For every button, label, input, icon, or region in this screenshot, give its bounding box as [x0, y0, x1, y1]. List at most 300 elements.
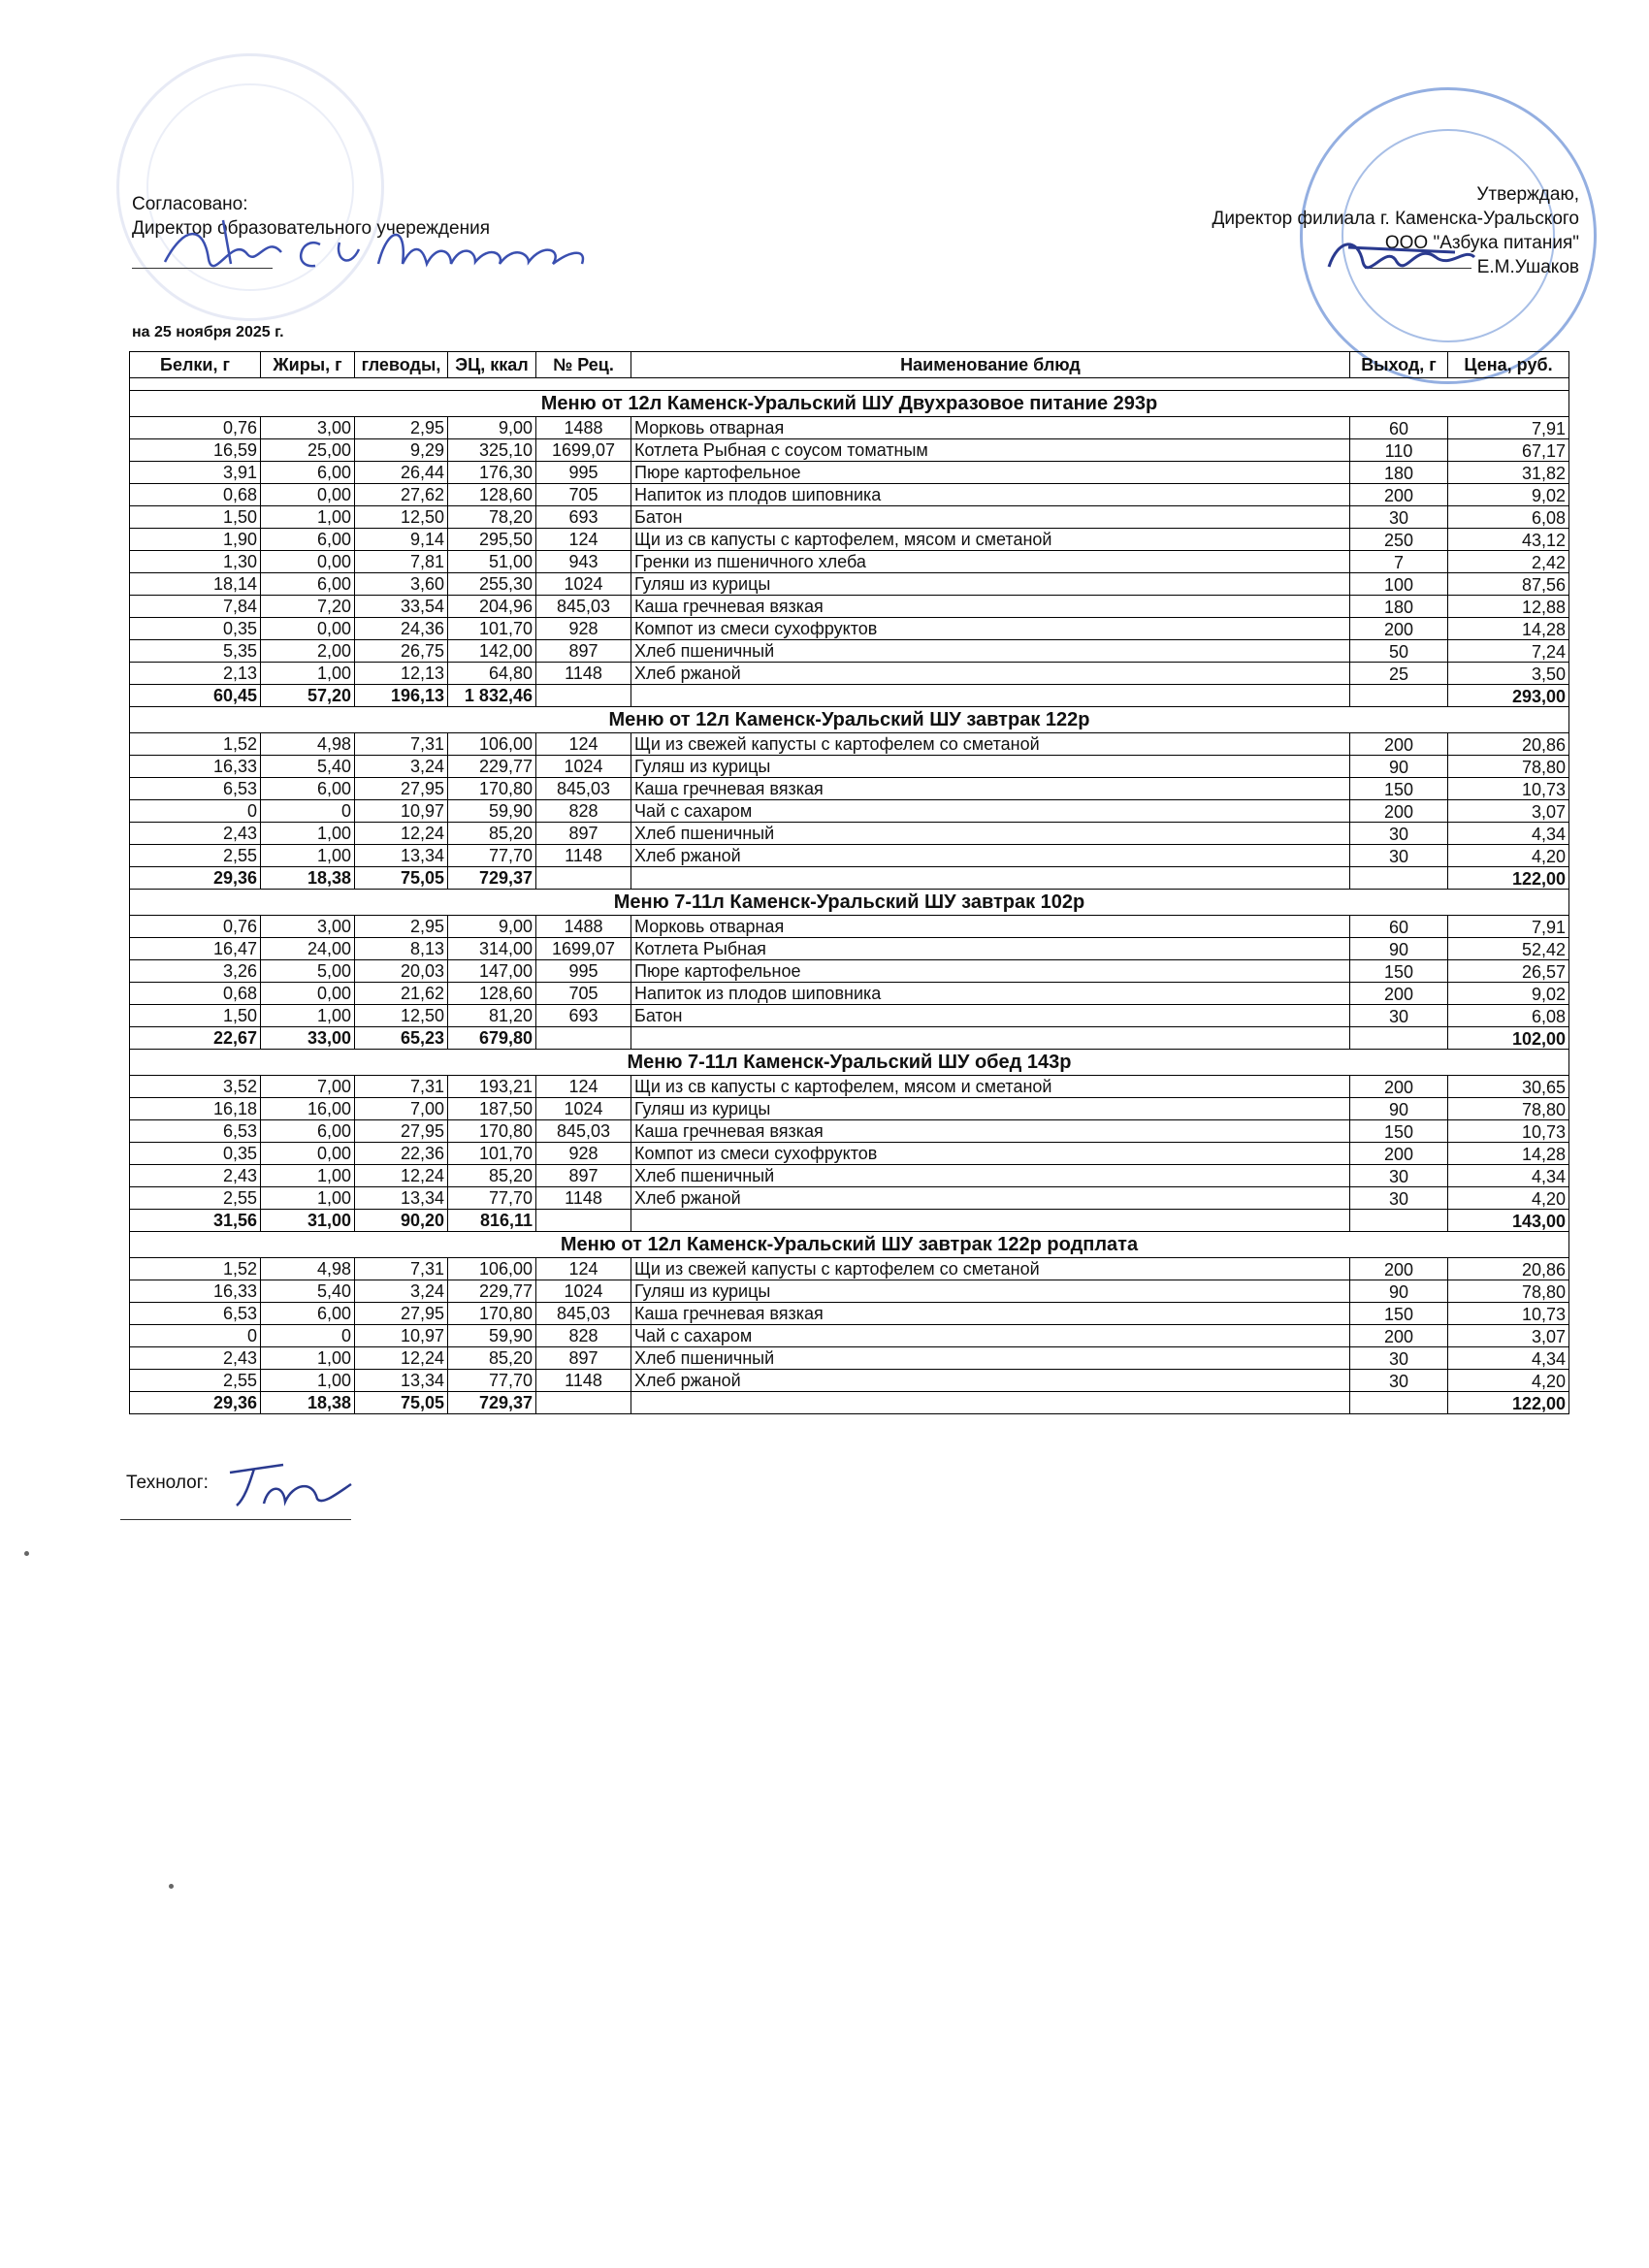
recipe-cell: 693 [536, 1005, 631, 1027]
price-cell: 7,91 [1448, 916, 1569, 938]
approve-label: Утверждаю, [1476, 184, 1579, 205]
school-director-label: Директор образовательного учереждения [132, 218, 490, 239]
price-cell: 3,50 [1448, 663, 1569, 685]
fat-cell: 1,00 [261, 823, 355, 845]
col-energy: ЭЦ, ккал [448, 352, 536, 378]
dish-name-cell: Морковь отварная [631, 417, 1350, 439]
table-row [130, 800, 1569, 823]
output-cell: 200 [1350, 618, 1448, 640]
output-cell: 90 [1350, 756, 1448, 778]
energy-cell: 85,20 [448, 1165, 536, 1187]
price-cell: 87,56 [1448, 573, 1569, 596]
recipe-cell: 897 [536, 1347, 631, 1370]
recipe-cell: 1024 [536, 1280, 631, 1303]
price-cell: 2,42 [1448, 551, 1569, 573]
total-carbs: 75,05 [355, 867, 448, 890]
dish-name-cell: Компот из смеси сухофруктов [631, 618, 1350, 640]
protein-cell: 2,13 [130, 663, 261, 685]
fat-cell: 6,00 [261, 778, 355, 800]
energy-cell: 9,00 [448, 417, 536, 439]
fat-cell: 7,00 [261, 1076, 355, 1098]
energy-cell: 170,80 [448, 1120, 536, 1143]
total-carbs: 75,05 [355, 1392, 448, 1414]
output-cell: 150 [1350, 960, 1448, 983]
price-cell: 14,28 [1448, 618, 1569, 640]
protein-cell: 18,14 [130, 573, 261, 596]
protein-cell: 1,50 [130, 506, 261, 529]
empty-cell [536, 867, 631, 890]
empty-cell [631, 1027, 1350, 1050]
recipe-cell: 1148 [536, 1370, 631, 1392]
empty-cell [1350, 867, 1448, 890]
spacer-row [130, 378, 1569, 391]
fat-cell: 0 [261, 1325, 355, 1347]
recipe-cell: 845,03 [536, 596, 631, 618]
protein-cell: 1,90 [130, 529, 261, 551]
dish-name-cell: Каша гречневая вязкая [631, 596, 1350, 618]
output-cell: 90 [1350, 1098, 1448, 1120]
fat-cell: 3,00 [261, 916, 355, 938]
table-row [130, 983, 1569, 1005]
total-row [130, 867, 1569, 890]
section-title-row [130, 890, 1569, 916]
output-cell: 100 [1350, 573, 1448, 596]
recipe-cell: 705 [536, 484, 631, 506]
table-row [130, 439, 1569, 462]
protein-cell: 0,68 [130, 484, 261, 506]
fat-cell: 6,00 [261, 573, 355, 596]
protein-cell: 3,91 [130, 462, 261, 484]
carbs-cell: 9,29 [355, 439, 448, 462]
dish-name-cell: Напиток из плодов шиповника [631, 484, 1350, 506]
total-carbs: 65,23 [355, 1027, 448, 1050]
output-cell: 200 [1350, 800, 1448, 823]
fat-cell: 25,00 [261, 439, 355, 462]
total-protein: 29,36 [130, 1392, 261, 1414]
technologist-signature [225, 1455, 361, 1513]
dish-name-cell: Чай с сахаром [631, 800, 1350, 823]
recipe-cell: 845,03 [536, 1120, 631, 1143]
table-row [130, 484, 1569, 506]
total-price: 293,00 [1448, 685, 1569, 707]
output-cell: 150 [1350, 1303, 1448, 1325]
recipe-cell: 1488 [536, 417, 631, 439]
protein-cell: 0 [130, 800, 261, 823]
table-row [130, 640, 1569, 663]
price-cell: 26,57 [1448, 960, 1569, 983]
dish-name-cell: Гуляш из курицы [631, 1098, 1350, 1120]
school-director-signature [155, 206, 621, 293]
energy-cell: 81,20 [448, 1005, 536, 1027]
recipe-cell: 124 [536, 733, 631, 756]
total-fat: 31,00 [261, 1210, 355, 1232]
signature-line [120, 1519, 351, 1520]
dish-name-cell: Щи из свежей капусты с картофелем со сметаной [631, 1258, 1350, 1280]
carbs-cell: 3,60 [355, 573, 448, 596]
col-carbs: глеводы, [355, 352, 448, 378]
price-cell: 78,80 [1448, 756, 1569, 778]
recipe-cell: 705 [536, 983, 631, 1005]
carbs-cell: 3,24 [355, 756, 448, 778]
carbs-cell: 27,62 [355, 484, 448, 506]
carbs-cell: 7,31 [355, 733, 448, 756]
protein-cell: 2,55 [130, 1187, 261, 1210]
fat-cell: 1,00 [261, 663, 355, 685]
table-row [130, 1347, 1569, 1370]
output-cell: 7 [1350, 551, 1448, 573]
price-cell: 12,88 [1448, 596, 1569, 618]
carbs-cell: 26,75 [355, 640, 448, 663]
carbs-cell: 12,24 [355, 1165, 448, 1187]
output-cell: 200 [1350, 733, 1448, 756]
dish-name-cell: Гуляш из курицы [631, 756, 1350, 778]
carbs-cell: 2,95 [355, 916, 448, 938]
dish-name-cell: Чай с сахаром [631, 1325, 1350, 1347]
dish-name-cell: Пюре картофельное [631, 960, 1350, 983]
price-cell: 20,86 [1448, 1258, 1569, 1280]
col-output: Выход, г [1350, 352, 1448, 378]
price-cell: 9,02 [1448, 983, 1569, 1005]
carbs-cell: 21,62 [355, 983, 448, 1005]
table-row [130, 1120, 1569, 1143]
section-title-row [130, 1050, 1569, 1076]
table-row [130, 618, 1569, 640]
table-row [130, 733, 1569, 756]
energy-cell: 77,70 [448, 1187, 536, 1210]
output-cell: 60 [1350, 916, 1448, 938]
protein-cell: 0,76 [130, 916, 261, 938]
price-cell: 52,42 [1448, 938, 1569, 960]
fat-cell: 1,00 [261, 1165, 355, 1187]
carbs-cell: 12,24 [355, 1347, 448, 1370]
output-cell: 30 [1350, 1165, 1448, 1187]
fat-cell: 1,00 [261, 845, 355, 867]
output-cell: 110 [1350, 439, 1448, 462]
price-cell: 4,34 [1448, 823, 1569, 845]
energy-cell: 77,70 [448, 1370, 536, 1392]
output-cell: 90 [1350, 1280, 1448, 1303]
energy-cell: 193,21 [448, 1076, 536, 1098]
col-price: Цена, руб. [1448, 352, 1569, 378]
energy-cell: 314,00 [448, 938, 536, 960]
output-cell: 90 [1350, 938, 1448, 960]
recipe-cell: 995 [536, 462, 631, 484]
protein-cell: 16,18 [130, 1098, 261, 1120]
recipe-cell: 928 [536, 1143, 631, 1165]
empty-cell [536, 1210, 631, 1232]
dish-name-cell: Котлета Рыбная с соусом томатным [631, 439, 1350, 462]
protein-cell: 0,35 [130, 1143, 261, 1165]
dish-name-cell: Каша гречневая вязкая [631, 1303, 1350, 1325]
recipe-cell: 1024 [536, 573, 631, 596]
carbs-cell: 8,13 [355, 938, 448, 960]
fat-cell: 1,00 [261, 1005, 355, 1027]
empty-cell [631, 685, 1350, 707]
protein-cell: 6,53 [130, 1120, 261, 1143]
total-row [130, 1392, 1569, 1414]
recipe-cell: 124 [536, 529, 631, 551]
empty-cell [536, 1027, 631, 1050]
recipe-cell: 1699,07 [536, 439, 631, 462]
fat-cell: 0,00 [261, 551, 355, 573]
price-cell: 4,34 [1448, 1347, 1569, 1370]
table-row [130, 529, 1569, 551]
section-title: Меню 7-11л Каменск-Уральский ШУ обед 143р [130, 1050, 1569, 1076]
output-cell: 30 [1350, 845, 1448, 867]
energy-cell: 85,20 [448, 823, 536, 845]
dish-name-cell: Щи из свежей капусты с картофелем со сметаной [631, 733, 1350, 756]
fat-cell: 1,00 [261, 1347, 355, 1370]
total-protein: 29,36 [130, 867, 261, 890]
energy-cell: 295,50 [448, 529, 536, 551]
price-cell: 14,28 [1448, 1143, 1569, 1165]
section-title: Меню от 12л Каменск-Уральский ШУ завтрак 122р [130, 707, 1569, 733]
recipe-cell: 1699,07 [536, 938, 631, 960]
price-cell: 4,20 [1448, 1370, 1569, 1392]
recipe-cell: 943 [536, 551, 631, 573]
price-cell: 30,65 [1448, 1076, 1569, 1098]
fat-cell: 6,00 [261, 1303, 355, 1325]
price-cell: 3,07 [1448, 1325, 1569, 1347]
energy-cell: 128,60 [448, 983, 536, 1005]
dish-name-cell: Хлеб ржаной [631, 1370, 1350, 1392]
total-energy: 729,37 [448, 1392, 536, 1414]
agreed-label: Согласовано: [132, 194, 248, 214]
table-row [130, 573, 1569, 596]
table-row [130, 823, 1569, 845]
energy-cell: 170,80 [448, 778, 536, 800]
recipe-cell: 897 [536, 823, 631, 845]
recipe-cell: 845,03 [536, 778, 631, 800]
fat-cell: 0,00 [261, 1143, 355, 1165]
price-cell: 20,86 [1448, 733, 1569, 756]
protein-cell: 2,55 [130, 845, 261, 867]
fat-cell: 4,98 [261, 1258, 355, 1280]
dish-name-cell: Батон [631, 506, 1350, 529]
total-fat: 33,00 [261, 1027, 355, 1050]
recipe-cell: 1488 [536, 916, 631, 938]
table-row [130, 1187, 1569, 1210]
output-cell: 25 [1350, 663, 1448, 685]
table-row [130, 756, 1569, 778]
fat-cell: 1,00 [261, 506, 355, 529]
dish-name-cell: Напиток из плодов шиповника [631, 983, 1350, 1005]
total-protein: 60,45 [130, 685, 261, 707]
fat-cell: 3,00 [261, 417, 355, 439]
fat-cell: 6,00 [261, 529, 355, 551]
fat-cell: 0 [261, 800, 355, 823]
energy-cell: 229,77 [448, 756, 536, 778]
carbs-cell: 13,34 [355, 845, 448, 867]
protein-cell: 6,53 [130, 778, 261, 800]
technologist-label: Технолог: [126, 1473, 209, 1493]
recipe-cell: 1148 [536, 845, 631, 867]
recipe-cell: 1024 [536, 756, 631, 778]
protein-cell: 0,68 [130, 983, 261, 1005]
energy-cell: 204,96 [448, 596, 536, 618]
table-row [130, 417, 1569, 439]
table-row [130, 1076, 1569, 1098]
protein-cell: 1,52 [130, 1258, 261, 1280]
dish-name-cell: Гуляш из курицы [631, 573, 1350, 596]
total-price: 122,00 [1448, 1392, 1569, 1414]
energy-cell: 77,70 [448, 845, 536, 867]
output-cell: 180 [1350, 596, 1448, 618]
protein-cell: 2,43 [130, 1347, 261, 1370]
table-row [130, 663, 1569, 685]
branch-director-label: Директор филиала г. Каменска-Уральского [1212, 209, 1579, 229]
fat-cell: 0,00 [261, 983, 355, 1005]
energy-cell: 59,90 [448, 800, 536, 823]
output-cell: 30 [1350, 1005, 1448, 1027]
dish-name-cell: Котлета Рыбная [631, 938, 1350, 960]
dish-name-cell: Морковь отварная [631, 916, 1350, 938]
total-fat: 18,38 [261, 867, 355, 890]
dish-name-cell: Щи из св капусты с картофелем, мясом и сметаной [631, 1076, 1350, 1098]
total-energy: 816,11 [448, 1210, 536, 1232]
table-row [130, 506, 1569, 529]
total-price: 143,00 [1448, 1210, 1569, 1232]
carbs-cell: 33,54 [355, 596, 448, 618]
total-price: 102,00 [1448, 1027, 1569, 1050]
energy-cell: 106,00 [448, 733, 536, 756]
table-row [130, 1325, 1569, 1347]
protein-cell: 1,52 [130, 733, 261, 756]
empty-cell [1350, 1027, 1448, 1050]
col-dish-name: Наименование блюд [631, 352, 1350, 378]
menu-date: на 25 ноября 2025 г. [132, 324, 284, 340]
price-cell: 7,91 [1448, 417, 1569, 439]
carbs-cell: 3,24 [355, 1280, 448, 1303]
company-name: ООО "Азбука питания" [1384, 233, 1579, 253]
carbs-cell: 12,13 [355, 663, 448, 685]
empty-cell [536, 1392, 631, 1414]
table-row [130, 551, 1569, 573]
output-cell: 250 [1350, 529, 1448, 551]
price-cell: 7,24 [1448, 640, 1569, 663]
total-fat: 57,20 [261, 685, 355, 707]
price-cell: 31,82 [1448, 462, 1569, 484]
table-row [130, 1143, 1569, 1165]
dish-name-cell: Гренки из пшеничного хлеба [631, 551, 1350, 573]
price-cell: 43,12 [1448, 529, 1569, 551]
protein-cell: 5,35 [130, 640, 261, 663]
energy-cell: 64,80 [448, 663, 536, 685]
energy-cell: 142,00 [448, 640, 536, 663]
protein-cell: 6,53 [130, 1303, 261, 1325]
recipe-cell: 693 [536, 506, 631, 529]
table-row [130, 1258, 1569, 1280]
output-cell: 150 [1350, 1120, 1448, 1143]
section-title-row [130, 1232, 1569, 1258]
table-row [130, 1370, 1569, 1392]
protein-cell: 16,33 [130, 1280, 261, 1303]
price-cell: 67,17 [1448, 439, 1569, 462]
fat-cell: 0,00 [261, 618, 355, 640]
protein-cell: 0 [130, 1325, 261, 1347]
spacer-cell [130, 378, 1569, 391]
table-row [130, 845, 1569, 867]
dish-name-cell: Батон [631, 1005, 1350, 1027]
recipe-cell: 828 [536, 800, 631, 823]
dish-name-cell: Пюре картофельное [631, 462, 1350, 484]
recipe-cell: 897 [536, 640, 631, 663]
total-price: 122,00 [1448, 867, 1569, 890]
total-protein: 22,67 [130, 1027, 261, 1050]
table-row [130, 938, 1569, 960]
table-row [130, 1280, 1569, 1303]
empty-cell [631, 1392, 1350, 1414]
protein-cell: 7,84 [130, 596, 261, 618]
table-row [130, 778, 1569, 800]
total-row [130, 1210, 1569, 1232]
total-energy: 679,80 [448, 1027, 536, 1050]
table-row [130, 1098, 1569, 1120]
protein-cell: 0,35 [130, 618, 261, 640]
table-row [130, 916, 1569, 938]
price-cell: 10,73 [1448, 778, 1569, 800]
energy-cell: 128,60 [448, 484, 536, 506]
dish-name-cell: Компот из смеси сухофруктов [631, 1143, 1350, 1165]
output-cell: 200 [1350, 1258, 1448, 1280]
recipe-cell: 1148 [536, 1187, 631, 1210]
energy-cell: 59,90 [448, 1325, 536, 1347]
energy-cell: 325,10 [448, 439, 536, 462]
price-cell: 4,20 [1448, 1187, 1569, 1210]
protein-cell: 16,33 [130, 756, 261, 778]
carbs-cell: 12,50 [355, 1005, 448, 1027]
fat-cell: 6,00 [261, 1120, 355, 1143]
director-name: Е.М.Ушаков [1476, 257, 1579, 277]
section-title-row [130, 707, 1569, 733]
carbs-cell: 12,24 [355, 823, 448, 845]
price-cell: 78,80 [1448, 1098, 1569, 1120]
energy-cell: 85,20 [448, 1347, 536, 1370]
fat-cell: 7,20 [261, 596, 355, 618]
table-row [130, 1165, 1569, 1187]
output-cell: 200 [1350, 484, 1448, 506]
section-title: Меню 7-11л Каменск-Уральский ШУ завтрак 102р [130, 890, 1569, 916]
total-row [130, 1027, 1569, 1050]
section-title: Меню от 12л Каменск-Уральский ШУ Двухразовое питание 293р [130, 391, 1569, 417]
carbs-cell: 27,95 [355, 1120, 448, 1143]
price-cell: 10,73 [1448, 1303, 1569, 1325]
carbs-cell: 10,97 [355, 800, 448, 823]
fat-cell: 2,00 [261, 640, 355, 663]
recipe-cell: 928 [536, 618, 631, 640]
dish-name-cell: Хлеб пшеничный [631, 1165, 1350, 1187]
recipe-cell: 124 [536, 1076, 631, 1098]
output-cell: 30 [1350, 1370, 1448, 1392]
price-cell: 4,20 [1448, 845, 1569, 867]
energy-cell: 176,30 [448, 462, 536, 484]
output-cell: 150 [1350, 778, 1448, 800]
section-title: Меню от 12л Каменск-Уральский ШУ завтрак 122р родплата [130, 1232, 1569, 1258]
dish-name-cell: Хлеб ржаной [631, 1187, 1350, 1210]
fat-cell: 24,00 [261, 938, 355, 960]
energy-cell: 147,00 [448, 960, 536, 983]
table-row [130, 1303, 1569, 1325]
carbs-cell: 7,31 [355, 1076, 448, 1098]
dish-name-cell: Гуляш из курицы [631, 1280, 1350, 1303]
recipe-cell: 845,03 [536, 1303, 631, 1325]
protein-cell: 2,43 [130, 823, 261, 845]
fat-cell: 5,40 [261, 756, 355, 778]
protein-cell: 3,26 [130, 960, 261, 983]
output-cell: 180 [1350, 462, 1448, 484]
dish-name-cell: Хлеб пшеничный [631, 823, 1350, 845]
energy-cell: 106,00 [448, 1258, 536, 1280]
